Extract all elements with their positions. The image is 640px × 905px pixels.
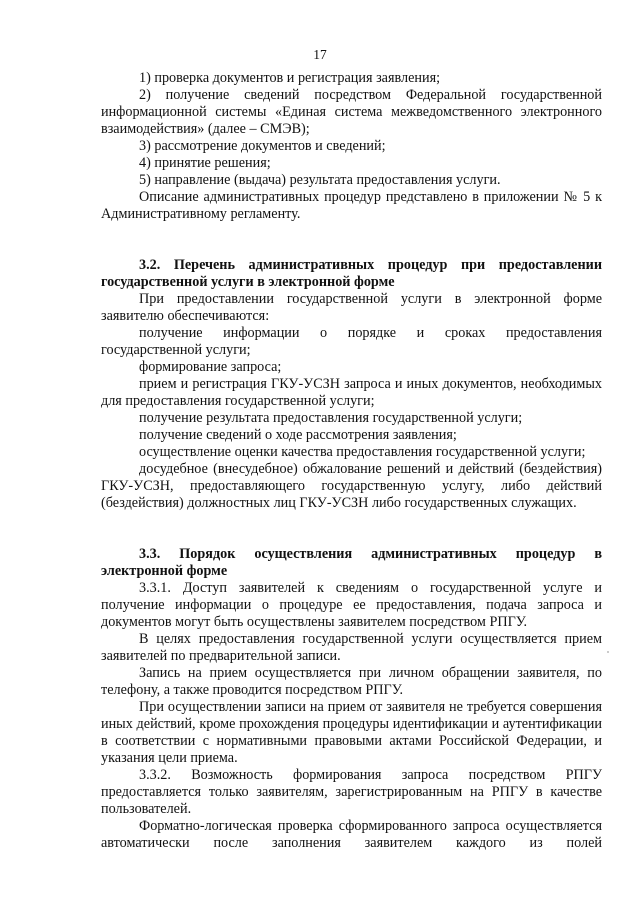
list-item: прием и регистрация ГКУ-УСЗН запроса и иных документов, необходимых для предоставления государственной услуги;	[101, 376, 602, 409]
spacer	[101, 223, 602, 240]
paragraph: В целях предоставления государственной услуги осуществляется прием заявителей по предварительной записи.	[101, 631, 602, 664]
paragraph: 3.3.2. Возможность формирования запроса посредством РПГУ предоставляется только заявителям, зарегистрированным на РПГУ в качестве пользователей.	[101, 767, 602, 817]
page-number: 17	[313, 47, 327, 62]
spacer	[101, 529, 602, 546]
spacer	[101, 512, 602, 529]
list-item: осуществление оценки качества предоставления государственной услуги;	[139, 444, 586, 460]
list-item: 3) рассмотрение документов и сведений;	[139, 138, 386, 154]
list-item: получение сведений о ходе рассмотрения заявления;	[139, 427, 457, 443]
spacer	[101, 240, 602, 257]
list-item: получение информации о порядке и сроках предоставления государственной услуги;	[101, 325, 602, 358]
paragraph: Запись на прием осуществляется при личном обращении заявителя, по телефону, а также проводится посредством РПГУ.	[101, 665, 602, 698]
document-body	[101, 70, 602, 852]
scan-speck	[607, 651, 609, 653]
paragraph: 3.3.1. Доступ заявителей к сведениям о государственной услуге и получение информации о процедуре ее предоставления, подача запроса и документов могут быть осуществлены заявителем посредством РПГУ.	[101, 580, 602, 630]
list-item: 4) принятие решения;	[139, 155, 271, 171]
section-heading: 3.2. Перечень административных процедур при предоставлении государственной услуги в электронной форме	[101, 257, 602, 290]
paragraph: При осуществлении записи на прием от заявителя не требуется совершения иных действий, кроме прохождения процедуры идентификации и аутентификации в соответствии с нормативными правовыми актами Российской Федерации, и указания цели приема.	[101, 699, 602, 766]
list-item: 1) проверка документов и регистрация заявления;	[139, 70, 441, 86]
list-item: досудебное (внесудебное) обжалование решений и действий (бездействия) ГКУ-УСЗН, предоставляющего государственную услугу, либо действий (бездействия) должностных лиц ГКУ-УСЗН либо государственных служащих.	[101, 461, 602, 511]
section-heading: 3.3. Порядок осуществления административных процедур в электронной форме	[101, 546, 602, 579]
list-item: 2) получение сведений посредством Федеральной государственной информационной системы «Единая система межведомственного электронного взаимодействия» (далее – СМЭВ);	[101, 87, 602, 137]
list-item: получение результата предоставления государственной услуги;	[139, 410, 523, 426]
list-item: формирование запроса;	[139, 359, 282, 375]
list-item: 5) направление (выдача) результата предоставления услуги.	[139, 172, 501, 188]
paragraph: При предоставлении государственной услуги в электронной форме заявителю обеспечиваются:	[101, 291, 602, 324]
paragraph: Описание административных процедур представлено в приложении № 5 к Административному регламенту.	[101, 189, 602, 222]
paragraph: Форматно-логическая проверка сформированного запроса осуществляется автоматически после заполнения заявителем каждого из полей	[101, 818, 602, 851]
